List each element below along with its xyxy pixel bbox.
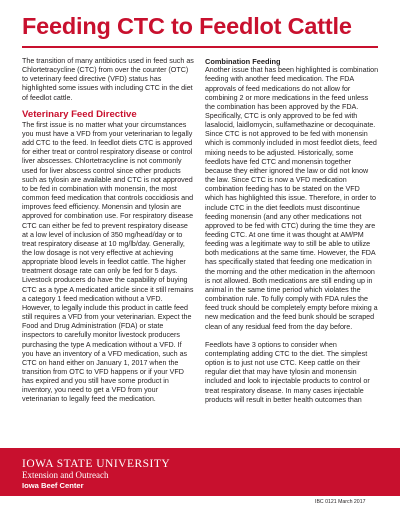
title-rule [22, 46, 378, 48]
title-bar [0, 0, 400, 46]
left-column [22, 57, 194, 405]
document-code: IBC 0121 March 2017 [315, 499, 366, 505]
page-title: Feeding CTC to Feedlot Cattle [22, 13, 352, 39]
university-wordmark: IOWA STATE UNIVERSITY [22, 458, 171, 470]
right-column [205, 57, 379, 405]
intro-paragraph: The transition of many antibiotics used in feed such as Chlortetracycline (CTC) from over the counter (OTC) to veterinary feed directive (VFD) status has highlighted some issues with including CTC in the diet of feedlot cattle. [22, 57, 194, 102]
extension-label: Extension and Outreach [22, 470, 109, 480]
section-heading-combination: Combination Feeding [205, 57, 281, 66]
combination-paragraph: Another issue that has been highlighted is combination feeding with another feed medication. The FDA approvals of feed medications do not allow for combining 2 or more medications in the feed unless the combination has been approved by the FDA. Specifically, CTC is only approved to be fed with lasalocid, laidlomycin, sulfamethazine or decoquinate. Since CTC is not approved to be fed with monensin which is commonly included in most feedlot diets, feed mixing needs to be adjusted. Historically, some feedlots have fed CTC and monensin together because they either ignored the law or did not know the law. Since CTC is now a VFD medication combination feeding has to be stated on the VFD which has highlighted this issue. Therefore, in order to include CTC in the diet feedlots must discontinue feeding monensin (and any other medications not approved to be fed with CTC) during the time they are feeding CTC. At one time it was thought at AM/PM feeding was a legitimate way to still be able to utilize both medications at the same time. However, the FDA has specifically stated that feeding one medication in the morning and the other medication in the afternoon is not allowed. Both medications are still ending up in animal in the same time period which violates the combination rule. To fully comply with FDA rules the feed truck should be completely empty before mixing a new medication and the feed bunk should be scraped clean of any residual feed from the day before. [205, 66, 379, 331]
section-heading-vfd: Veterinary Feed Directive [22, 108, 137, 120]
vfd-paragraph: The first issue is no matter what your circumstances you must have a VFD from your veterinarian to legally add CTC to the feed. In feedlot diets CTC is approved for either treat or control respiratory disease or control liver abscesses. Chlortetracycline is not commonly used for liver abscess control since other products such as tylosin are available and CTC is not approved to be fed in combination with monensin, the most common feed medication that controls coccidiosis and improves feed efficiency. Monensin and tylosin are approved for combination use. For respiratory disease CTC can either be fed to prevent respiratory disease at a low level of inclusion of 350 mg/head/day or to treat respiratory disease at 10 mg/lb/day. Generally, the low dosage is not very effective at achieving appropriate blood levels in feedlot cattle. The higher treatment dosage rate can only be fed for 5 days. Livestock producers do have the capability of buying CTC as a type A medicated article since it still remains a category 1 feed medication without a VFD. However, to legally include this product in cattle feed still requires a VFD from your veterinarian. Expect the Food and Drug Administration (FDA) or state inspectors to carefully monitor livestock producers purchasing the type A medication without a VFD. If you have an inventory of a VFD medication, such as CTC on hand either on January 1, 2017 when the transition from OTC to VFD happens or if your VFD has expired and you still have some product in inventory, you need to get a VFD from your veterinarian to legally feed the medication. [22, 120, 194, 404]
center-label: Iowa Beef Center [22, 481, 84, 490]
options-paragraph: Feedlots have 3 options to consider when contemplating adding CTC to the diet. The simplest option is to just not use CTC. Keep cattle on their regular diet that may have tylosin and monensin included and look to injectable products to control or treat respiratory disease. In many cases injectable products will result in better health outcomes than [205, 340, 370, 404]
